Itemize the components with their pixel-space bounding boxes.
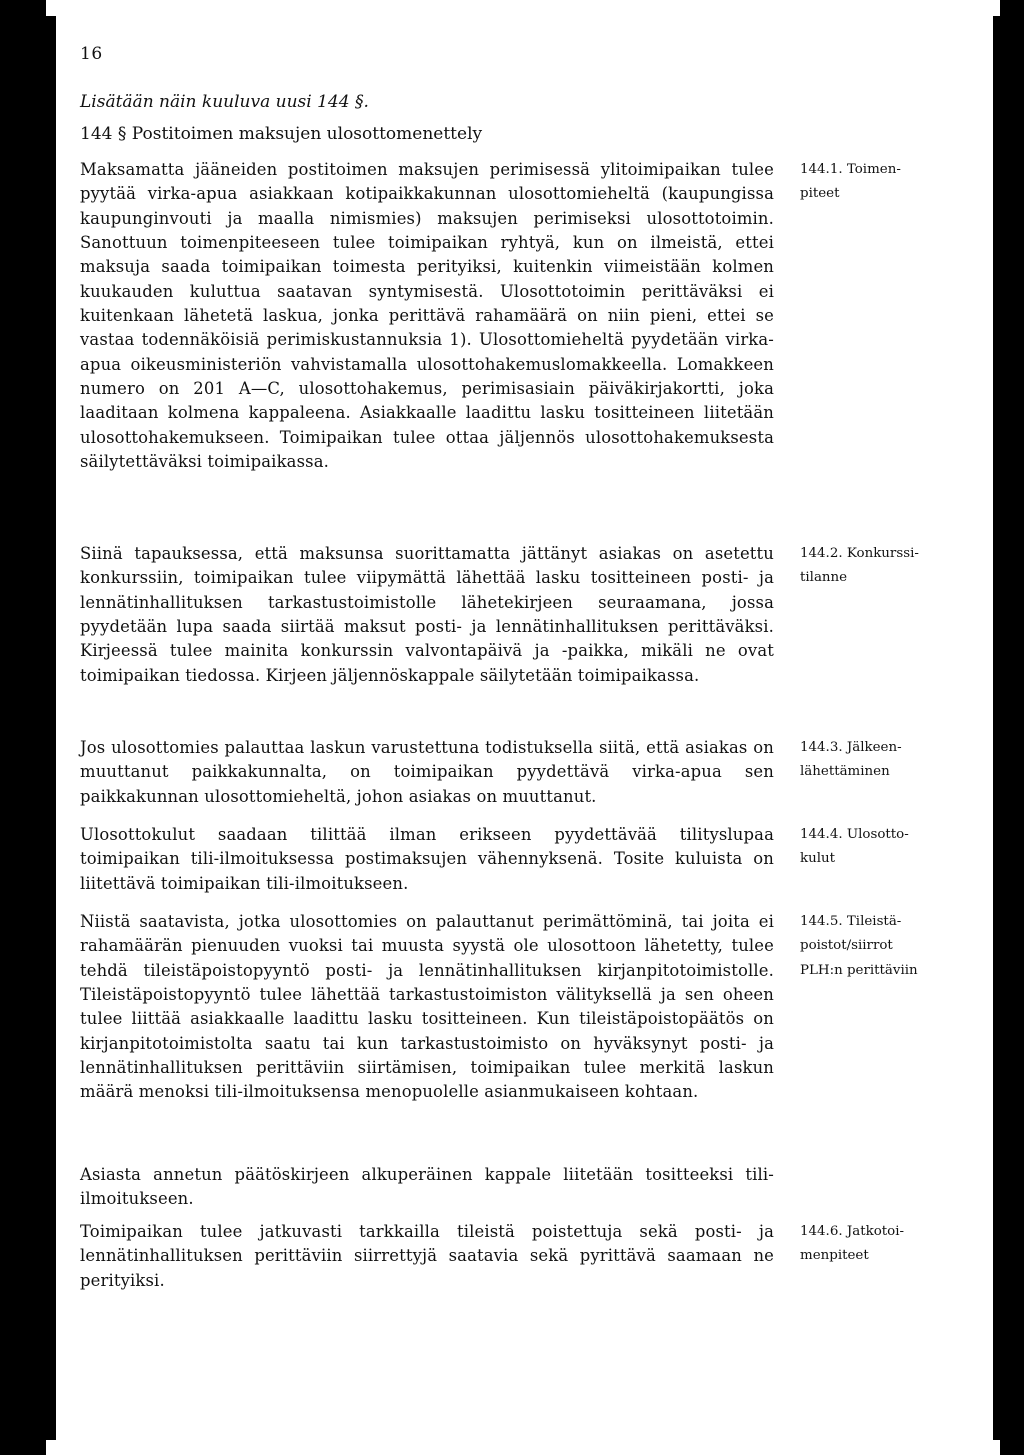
margin-number: 144.1. [800,162,843,177]
margin-label: menpiteet [800,1248,869,1264]
margin-label: Ulosotto- [846,827,909,842]
margin-label: poistot/siirrot [800,938,893,954]
margin-note-144-6 [800,1220,970,1269]
scan-border-left [0,0,46,1455]
lead-line: Lisätään näin kuuluva uusi 144 §. [80,92,369,112]
margin-note-144-5 [800,910,970,983]
paragraph-144-3: Jos ulosottomies palauttaa laskun varustettuna todistuksella siitä, että asiakas on muuttanut paikkakunnalta, on toimipaikan pyydettävä virka-apua sen paikkakunnan ulosottomieheltä, johon asiakas on muuttanut. [80,738,774,806]
paragraph-144-5: Niistä saatavista, jotka ulosottomies on palauttanut perimättöminä, tai joita ei rahamäärän pienuuden vuoksi tai muusta syystä ole ulosottoon lähetetty, tulee tehdä tileistäpoistopyyntö posti- ja lennätinhallituksen kirjanpitotoimistolle. Tileistäpoistopyyntö tulee lähettää tarkastustoimiston välityksellä ja sen oheen tulee liittää asiakkaalle laadittu lasku tositteineen. Kun tileistäpoistopäätös on kirjanpitotoimistolta saatu tai kun tarkastustoimisto on hyväksynyt posti- ja lennätinhallituksen perittäviin siirtämisen, toimipaikan tulee merkitä laskun määrä menoksi tili-ilmoituksensa menopuolelle asianmukaiseen kohtaan. [80,912,774,1102]
margin-note-144-4 [800,823,970,872]
margin-label: tilanne [800,570,848,586]
page-number: 16 [80,44,103,64]
margin-label: PLH:n perittäviin [800,962,918,978]
margin-label: lähettäminen [800,764,890,780]
margin-label: piteet [800,186,840,202]
margin-number: 144.3. [800,740,843,755]
paragraph-144-1: Maksamatta jääneiden postitoimen maksujen perimisessä ylitoimipaikan tulee pyytää virka-apua asiakkaan kotipaikkakunnan ulosottomieheltä (kaupungissa kaupunginvouti ja maalla nimismies) maksujen perimiseksi ulosottotoimin. Sanottuun toimenpiteeseen tulee toimipaikan ryhtyä, kun on ilmeistä, ettei maksuja saada toimipaikan toimesta perityiksi, kuitenkin viimeistään kolmen kuukauden kuluttua saatavan syntymisestä. Ulosottotoimin perittäväksi ei kuitenkaan lähetetä laskua, jonka perittävä rahamäärä on niin pieni, ettei se vastaa todennäköisiä perimiskustannuksia 1). Ulosottomieheltä pyydetään virka-apua oikeusministeriön vahvistamalla ulosottohakemuslomakkeella. Lomakkeen numero on 201 A—C, ulosottohakemus, perimisasiain päiväkirjakortti, joka laaditaan kolmena kappaleena. Asiakkaalle laadittu lasku tositteineen liitetään ulosottohakemukseen. Toimipaikan tulee ottaa jäljennös ulosottohakemuksesta säilytettäväksi toimipaikassa. [80,160,774,472]
paragraph-144-5-b: Asiasta annetun päätöskirjeen alkuperäinen kappale liitetään tositteeksi tili-ilmoitukseen. [80,1165,774,1209]
margin-note-144-1 [800,158,970,207]
scan-border-right [1000,0,1024,1455]
paragraph-144-6: Toimipaikan tulee jatkuvasti tarkkailla tileistä poistettuja sekä posti- ja lennätinhallituksen perittäviin siirrettyjä saatavia sekä pyrittävä saamaan ne perityiksi. [80,1222,774,1290]
paragraph-144-4: Ulosottokulut saadaan tilittää ilman erikseen pyydettävää tilityslupaa toimipaikan tili-ilmoituksessa postimaksujen vähennyksenä. Tosite kuluista on liitettävä toimipaikan tili-ilmoitukseen. [80,825,774,893]
paragraph-144-2: Siinä tapauksessa, että maksunsa suorittamatta jättänyt asiakas on asetettu konkurssiin, toimipaikan tulee viipymättä lähettää lasku tositteineen posti- ja lennätinhallituksen tarkastustoimistolle lähetekirjeen seuraamana, jossa pyydetään lupa saada siirtää maksut posti- ja lennätinhallituksen perittäväksi. Kirjeessä tulee mainita konkurssin valvontapäivä ja -paikka, mikäli ne ovat toimipaikan tiedossa. Kirjeen jäljennöskappale säilytetään toimipaikassa. [80,544,774,685]
margin-number: 144.4. [800,827,843,842]
margin-note-144-3 [800,736,970,785]
margin-label: Konkurssi- [846,546,919,561]
margin-label: Tileistä- [846,914,902,929]
margin-number: 144.6. [800,1224,843,1239]
margin-label: Toimen- [846,162,901,177]
margin-label: Jatkotoi- [846,1224,905,1239]
margin-label: kulut [800,851,836,867]
margin-note-144-2 [800,542,970,591]
margin-number: 144.5. [800,914,843,929]
section-heading: 144 § Postitoimen maksujen ulosottomenettely [80,124,483,144]
margin-number: 144.2. [800,546,843,561]
page-rule-right [993,16,1003,1440]
page-rule-left [46,16,56,1440]
margin-label: Jälkeen- [846,740,902,755]
